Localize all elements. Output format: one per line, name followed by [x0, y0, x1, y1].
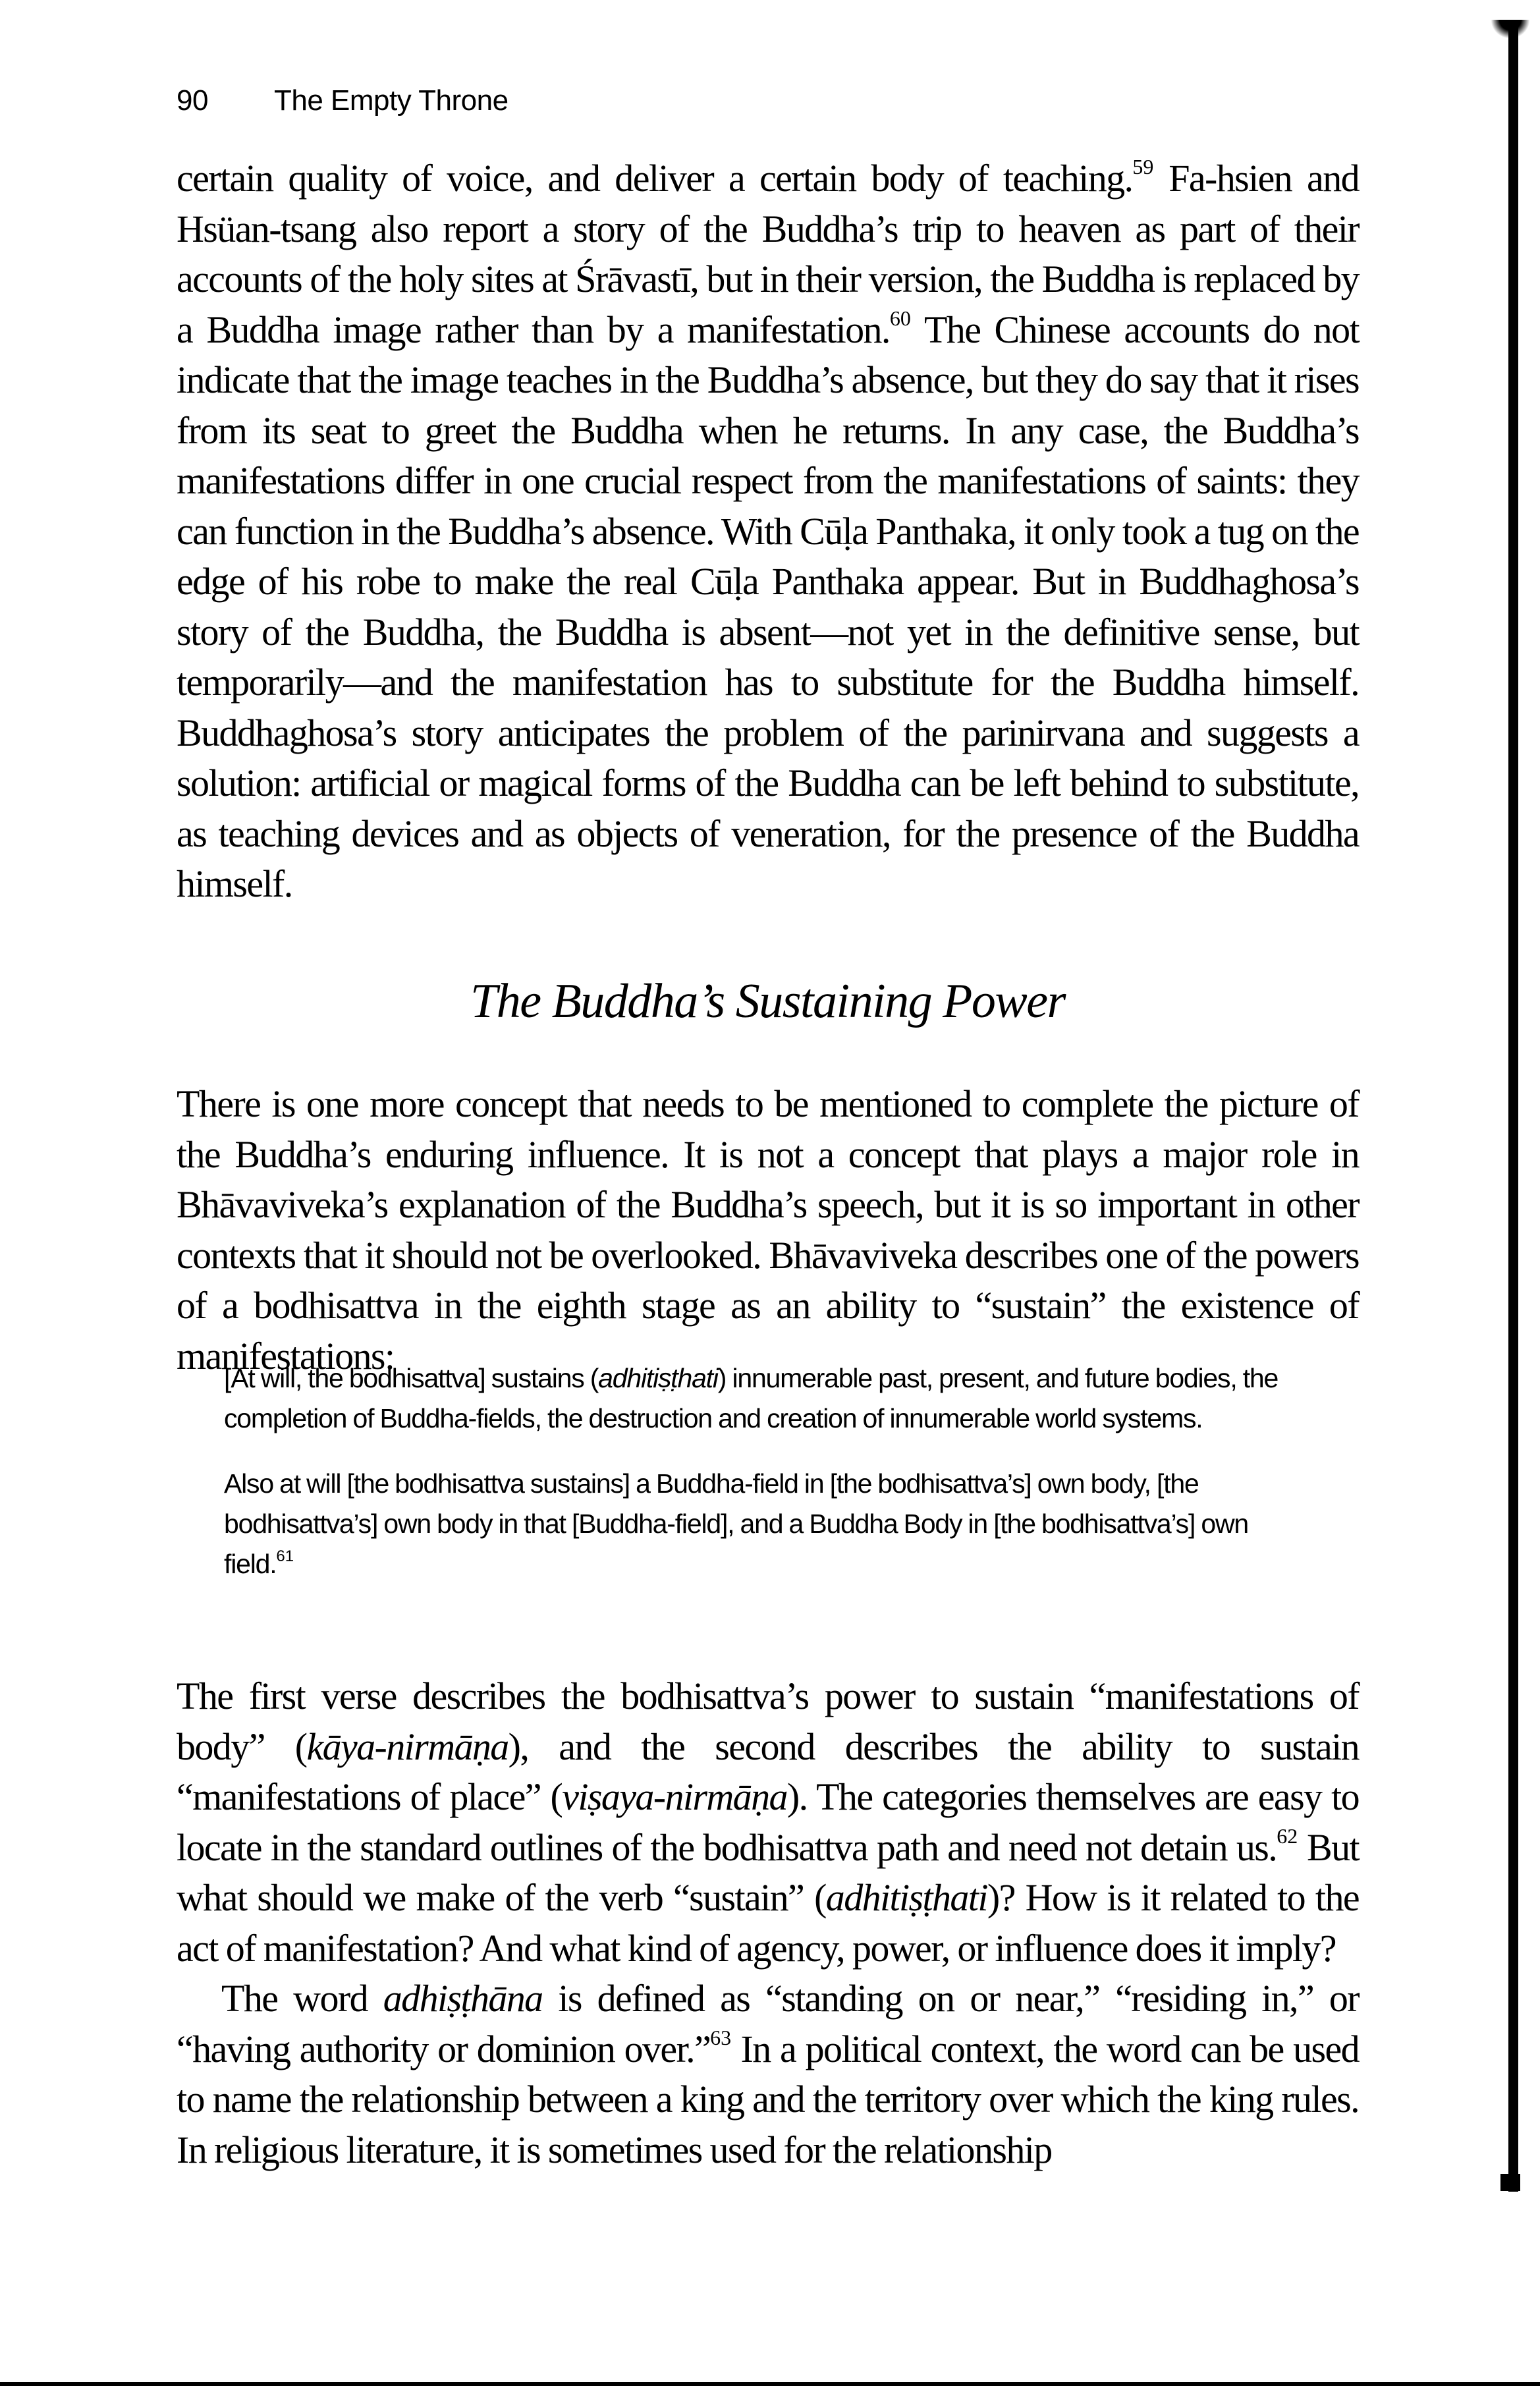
- verse-1: [At will, the bodhisattva] sustains (adhitiṣṭhati) innumerable past, present, and future bodies, the completion of Buddha-fields, the destruction and creation of innumerable world systems.: [224, 1363, 1279, 1433]
- paragraph-4: The word adhiṣṭhāna is defined as “standing on or near,” “residing in,” or “having authority or dominion over.”$^{63}$ In a political context, the word can be used to name the relationship between a king and the territory over which the king rules. In religious literature, it is sometimes used for the relationship: [177, 1977, 1359, 2171]
- paragraph-3: [177, 1671, 1359, 2175]
- paragraph-text: certain quality of voice, and deliver a certain body of teaching.$^{59}$ Fa-hsien and Hsüan-tsang also report a story of the Buddha’s trip to heaven as part of their accounts of the holy sites at Śrāvastī, but in their version, the Buddha is replaced by a Buddha image rather than by a manifestation.$^{60}$ The Chinese accounts do not indicate that the image teaches in the Buddha’s absence, but they do say that it rises from its seat to greet the Buddha when he returns. In any case, the Buddha’s manifestations differ in one crucial respect from the manifestations of saints: they can function in the Buddha’s absence. With Cūḷa Panthaka, it only took a tug on the edge of his robe to make the real Cūḷa Panthaka appear. But in Buddhaghosa’s story of the Buddha, the Buddha is absent—not yet in the definitive sense, but temporarily—and the manifestation has to substitute for the Buddha himself. Buddhaghosa’s story anticipates the problem of the parinirvana and suggests a solution: artificial or magical forms of the Buddha can be left behind to substitute, as teaching devices and as objects of veneration, for the presence of the Buddha himself.: [177, 155, 1360, 905]
- block-quote: [224, 1358, 1317, 1609]
- page-edge-shadow: [1500, 2174, 1520, 2191]
- paragraph-1: [177, 153, 1359, 910]
- verse-2: Also at will [the bodhisattva sustains] a Buddha-field in [the bodhisattva’s] own body, [the bodhisattva’s] own body in that [Buddha-field], and a Buddha Body in [the bodhisattva’s] own field.$^{61}$: [224, 1468, 1248, 1579]
- footnote-ref[interactable]: 63: [710, 2025, 732, 2049]
- sanskrit-term: kāya-nirmāṇa: [306, 1725, 509, 1768]
- footnote-ref[interactable]: 60: [889, 306, 911, 330]
- book-title: The Empty Throne: [274, 84, 509, 117]
- sanskrit-term: adhitiṣṭhati: [598, 1363, 718, 1393]
- paragraph-text: There is one more concept that needs to be mentioned to complete the picture of the Buddha’s enduring influence. It is not a concept that plays a major role in Bhāvaviveka’s explanation of the Buddha’s speech, but it is so important in other contexts that it should not be overlooked. Bhāvaviveka describes one of the powers of a bodhisattva in the eighth stage as an ability to “sustain” the existence of manifestations:: [177, 1082, 1359, 1377]
- footnote-ref[interactable]: 62: [1277, 1823, 1298, 1848]
- page-number: 90: [177, 84, 208, 117]
- sanskrit-term: adhiṣṭhāna: [383, 1977, 543, 2020]
- page-edge-line: [1508, 23, 1518, 2192]
- scan-bottom-border: [0, 2382, 1540, 2386]
- paragraph-2: [177, 1079, 1359, 1381]
- footnote-ref[interactable]: 61: [276, 1547, 294, 1565]
- paragraph-text: The first verse describes the bodhisattva’s power to sustain “manifestations of body” (kāya-nirmāṇa), and the second describes the ability to sustain “manifestations of place” (viṣaya-nirmāṇa). The categories themselves are easy to locate in the standard outlines of the bodhisattva path and need not detain us.$^{62}$ But what should we make of the verb “sustain” (adhitiṣṭhati)? How is it related to the act of manifestation? And what kind of agency, power, or influence does it imply?: [177, 1675, 1360, 1970]
- sanskrit-term: adhitiṣṭhati: [825, 1876, 987, 1919]
- sanskrit-term: viṣaya-nirmāṇa: [562, 1775, 787, 1818]
- section-heading: The Buddha’s Sustaining Power: [470, 974, 1065, 1028]
- footnote-ref[interactable]: 59: [1132, 155, 1154, 179]
- running-head: [177, 84, 509, 117]
